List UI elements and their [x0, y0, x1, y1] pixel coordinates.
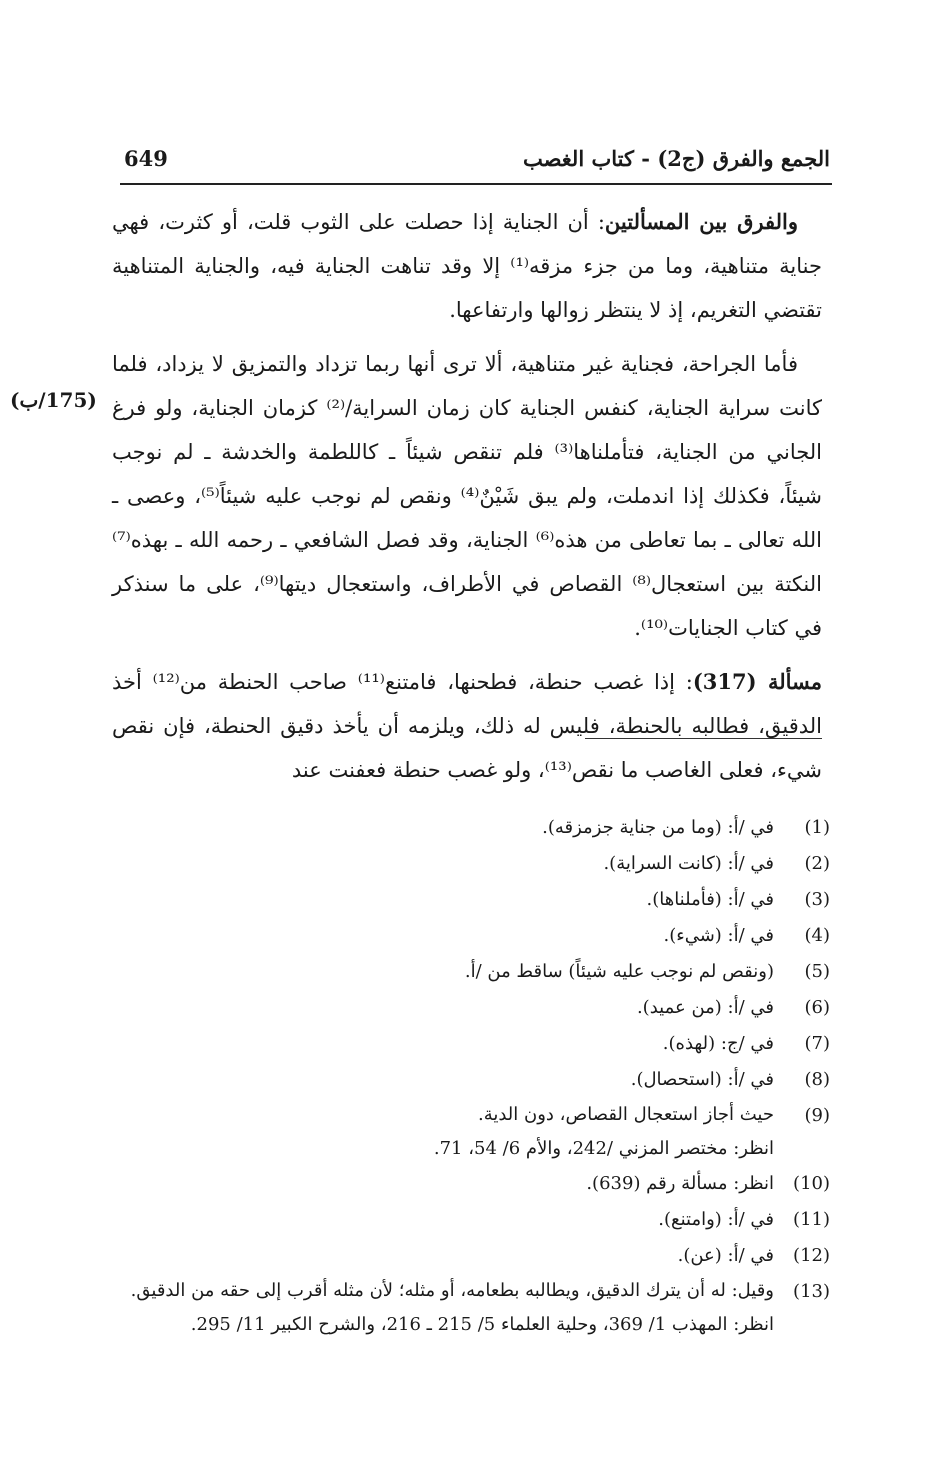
footnote — [108, 1026, 830, 1062]
paragraph-lead: والفرق بين المسألتين — [604, 209, 798, 234]
footnote — [108, 1062, 830, 1098]
footnote-text: حيث أجاز استعجال القصاص، دون الدية. — [477, 1104, 774, 1125]
footnote-number: (9) — [804, 1105, 830, 1126]
footnote-separator — [585, 738, 822, 739]
footnote — [108, 1098, 830, 1166]
footnote-text: في /أ: (استحصال). — [630, 1069, 774, 1090]
footnote — [108, 1166, 830, 1202]
footnote — [108, 810, 830, 846]
footnote-text: في /أ: (فأملناها). — [646, 889, 774, 910]
footnote-number: (7) — [804, 1033, 830, 1054]
footnote-number: (3) — [804, 889, 830, 910]
footnote — [108, 918, 830, 954]
footnote-number: (10) — [793, 1173, 830, 1194]
footnote-number: (1) — [804, 817, 830, 838]
paragraph-text: : إذا غصب حنطة، فطحنها، فامتنع⁽¹¹⁾ صاحب الحنطة من⁽¹²⁾ أخذ الدقيق، فطالبه بالحنطة، فليس له ذلك، ويلزمه أن يأخذ دقيق الحنطة، فإن نقص شيء، فعلى الغاصب ما نقص⁽¹³⁾، ولو غصب حنطة فعفنت عند — [112, 670, 822, 782]
footnote-text: انظر: مسألة رقم (639). — [586, 1173, 774, 1194]
running-header — [108, 146, 830, 186]
header-title: الجمع والفرق (ج2) - كتاب الغصب — [522, 146, 830, 171]
margin-manuscript-ref: (175/ب) — [10, 388, 97, 412]
footnote-number: (4) — [804, 925, 830, 946]
footnote-text: وقيل: له أن يترك الدقيق، ويطالبه بطعامه، أو مثله؛ لأن مثله أقرب إلى حقه من الدقيق. — [130, 1280, 774, 1301]
question-paragraph — [112, 660, 822, 792]
footnote-text: انظر: المهذب 1/ 369، وحلية العلماء 5/ 215 ـ 216، والشرح الكبير 11/ 295. — [190, 1314, 774, 1335]
paragraph-text: : أن الجناية إذا حصلت على الثوب قلت، أو كثرت، فهي جناية متناهية، وما من جزء مزقه⁽¹⁾ إلا وقد تناهت الجناية فيه، والجناية المتناهية تقتضي التغريم، إذ لا ينتظر زوالها وارتفاعها. — [112, 210, 822, 322]
main-text — [112, 200, 822, 802]
footnote-text: في /أ: (من عميد). — [636, 997, 774, 1018]
footnote — [108, 882, 830, 918]
footnote — [108, 954, 830, 990]
footnote-text: في /أ: (شيء). — [663, 925, 774, 946]
question-heading: مسألة (317) — [692, 669, 823, 694]
footnote-number: (2) — [804, 853, 830, 874]
footnote — [108, 846, 830, 882]
footnote-text: في /أ: (كانت السراية). — [603, 853, 774, 874]
footnote — [108, 1202, 830, 1238]
footnote-number: (6) — [804, 997, 830, 1018]
footnote — [108, 1238, 830, 1274]
footnotes — [108, 810, 830, 1342]
footnote — [108, 1274, 830, 1342]
footnote-text: انظر: مختصر المزني /242، والأم 6/ 54، 71. — [433, 1138, 774, 1159]
page-number: 649 — [124, 146, 168, 171]
footnote-number: (11) — [793, 1209, 830, 1230]
footnote-number: (5) — [804, 961, 830, 982]
header-rule — [120, 183, 832, 185]
paragraph-text: فأما الجراحة، فجناية غير متناهية، ألا ترى أنها ربما تزداد والتمزيق لا يزداد، فلما كانت سراية الجناية، كنفس الجناية كان زمان السراية/⁽²⁾ كزمان الجناية، ولو فرغ الجاني من الجناية، فتأملناها⁽³⁾ فلم تنقص شيئاً ـ كاللطمة والخدشة ـ لم نوجب شيئاً، فكذلك إذا اندملت، ولم يبق شَيْنٌ⁽⁴⁾ ونقص لم نوجب عليه شيئاً⁽⁵⁾، وعصى ـ الله تعالى ـ بما تعاطى من هذه⁽⁶⁾ الجناية، وقد فصل الشافعي ـ رحمه الله ـ بهذه⁽⁷⁾ النكتة بين استعجال⁽⁸⁾ القصاص في الأطراف، واستعجال ديتها⁽⁹⁾، على ما سنذكر في كتاب الجنايات⁽¹⁰⁾. — [112, 352, 823, 640]
footnote-number: (8) — [804, 1069, 830, 1090]
footnote-text: في /أ: (عن). — [677, 1245, 774, 1266]
paragraph — [112, 342, 822, 650]
footnote-text: (ونقص لم نوجب عليه شيئاً) ساقط من /أ. — [464, 961, 774, 982]
footnote-number: (12) — [793, 1245, 830, 1266]
footnote-text: في /ج: (لهذه). — [662, 1033, 774, 1054]
footnote-text: في /أ: (وما من جناية جزمزقه). — [542, 817, 774, 838]
footnote-text: في /أ: (وامتنع). — [658, 1209, 774, 1230]
footnote-number: (13) — [793, 1281, 830, 1302]
footnote — [108, 990, 830, 1026]
paragraph — [112, 200, 822, 332]
